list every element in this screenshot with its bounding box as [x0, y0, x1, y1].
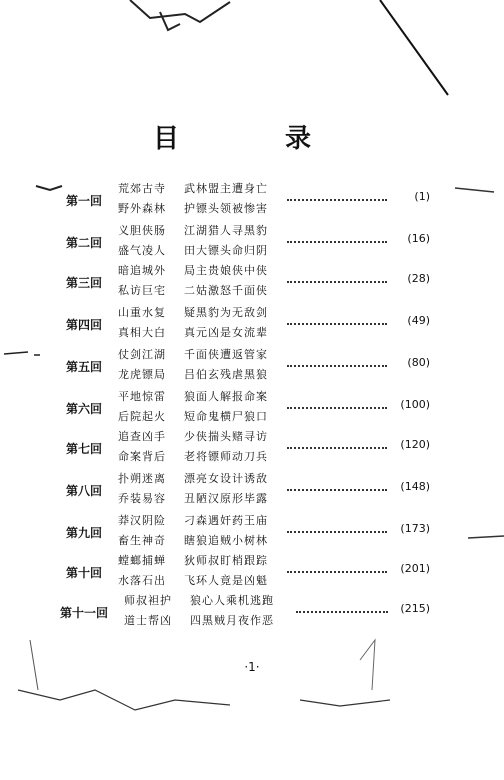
title-part-b: 老将镖师动刀兵 [184, 450, 268, 463]
toc-entry [0, 592, 504, 632]
title-part-a: 螳螂捕蝉 [118, 554, 166, 567]
chapter-label: 第十回 [66, 566, 103, 580]
chapter-title-line-1 [118, 346, 268, 362]
chapter-title-line-2 [118, 200, 268, 216]
toc-entry [0, 388, 504, 428]
title-part-a: 私访巨宅 [118, 284, 166, 297]
chapter-title-line-2 [118, 366, 268, 382]
dot-leader [296, 605, 388, 613]
page-ref: (215) [400, 602, 430, 615]
chapter-title-line-1 [118, 304, 268, 320]
title-part-a: 平地惊雷 [118, 390, 166, 403]
dot-leader [287, 401, 387, 409]
chapter-label: 第四回 [66, 318, 103, 332]
title-part-b: 江湖猎人寻黑豹 [184, 224, 268, 237]
title-part-b: 狄师叔盯梢跟踪 [184, 554, 268, 567]
title-part-b: 田大镖头命归阴 [184, 244, 268, 257]
title-part-b: 狼面人解报命案 [184, 390, 268, 403]
title-part-a: 道士帮凶 [124, 614, 172, 627]
dot-leader [287, 359, 387, 367]
title-part-b: 漂亮女设计诱敌 [184, 472, 268, 485]
page-title: 目 录 [152, 124, 351, 154]
title-part-b: 瞎狼追贼小树林 [184, 534, 268, 547]
chapter-title-line-1 [118, 388, 268, 404]
dot-leader [287, 483, 387, 491]
toc-entry [0, 304, 504, 344]
dot-leader [287, 275, 387, 283]
title-part-a: 扑朔迷离 [118, 472, 166, 485]
dot-leader [287, 525, 387, 533]
page-ref: (148) [400, 480, 430, 493]
page-ref: (80) [407, 356, 430, 369]
title-part-b: 局主贵娘侠中侠 [184, 264, 268, 277]
chapter-label: 第十一回 [60, 606, 109, 620]
chapter-title-line-2 [118, 242, 268, 258]
title-part-a: 荒郊古寺 [118, 182, 166, 195]
title-part-b: 护镖头领被惨害 [184, 202, 268, 215]
chapter-title-line-2 [118, 532, 268, 548]
chapter-label: 第七回 [66, 442, 103, 456]
toc-entry [0, 470, 504, 510]
chapter-label: 第三回 [66, 276, 103, 290]
page-ref: (201) [400, 562, 430, 575]
title-part-a: 追查凶手 [118, 430, 166, 443]
title-part-a: 盛气凌人 [118, 244, 166, 257]
page-ref: (16) [407, 232, 430, 245]
page-ref: (1) [414, 190, 430, 203]
chapter-title-line-2 [124, 612, 274, 628]
chapter-title-line-2 [118, 490, 268, 506]
chapter-label: 第二回 [66, 236, 103, 250]
toc-entry [0, 512, 504, 552]
chapter-label: 第一回 [66, 194, 103, 208]
title-part-b: 刁森遇奸药王庙 [184, 514, 268, 527]
chapter-title-line-2 [118, 408, 268, 424]
title-part-a: 畜生神奇 [118, 534, 166, 547]
page-ref: (100) [400, 398, 430, 411]
dot-leader [287, 317, 387, 325]
title-part-a: 真相大白 [118, 326, 166, 339]
toc-entry [0, 346, 504, 386]
dot-leader [287, 235, 387, 243]
chapter-title-line-1 [118, 262, 268, 278]
title-part-a: 乔装易容 [118, 492, 166, 505]
toc-entry [0, 222, 504, 262]
title-part-b: 飞环人竟是凶魁 [184, 574, 268, 587]
title-part-b: 四黑贼月夜作恶 [190, 614, 274, 627]
chapter-title-line-2 [118, 324, 268, 340]
title-part-b: 疑黑豹为无敌剑 [184, 306, 268, 319]
title-part-a: 野外森林 [118, 202, 166, 215]
title-part-b: 丑陋汉原形毕露 [184, 492, 268, 505]
chapter-title-line-1 [118, 222, 268, 238]
chapter-title-line-1 [118, 470, 268, 486]
dot-leader [287, 193, 387, 201]
toc-entry [0, 552, 504, 592]
title-part-a: 莽汉阴险 [118, 514, 166, 527]
title-part-a: 山重水复 [118, 306, 166, 319]
dot-leader [287, 565, 387, 573]
page-ref: (49) [407, 314, 430, 327]
toc-entry [0, 180, 504, 220]
title-part-b: 真元凶是女流辈 [184, 326, 268, 339]
title-part-b: 狼心人乘机逃跑 [190, 594, 274, 607]
toc-entry [0, 428, 504, 468]
chapter-label: 第五回 [66, 360, 103, 374]
chapter-title-line-1 [124, 592, 274, 608]
chapter-label: 第九回 [66, 526, 103, 540]
page-number: ·1· [244, 660, 260, 674]
title-part-b: 少侠揣头赌寻访 [184, 430, 268, 443]
page-ref: (28) [407, 272, 430, 285]
title-part-b: 千面侠遭返管家 [184, 348, 268, 361]
title-part-a: 命案背后 [118, 450, 166, 463]
title-part-b: 二姑激怒千面侠 [184, 284, 268, 297]
title-part-b: 短命鬼横尸狼口 [184, 410, 268, 423]
chapter-title-line-1 [118, 512, 268, 528]
page-ref: (173) [400, 522, 430, 535]
title-part-a: 后院起火 [118, 410, 166, 423]
chapter-label: 第八回 [66, 484, 103, 498]
title-part-b: 武林盟主遭身亡 [184, 182, 268, 195]
chapter-title-line-1 [118, 552, 268, 568]
title-part-a: 暗追城外 [118, 264, 166, 277]
title-part-b: 吕伯玄残虐黑狼 [184, 368, 268, 381]
chapter-title-line-2 [118, 572, 268, 588]
title-part-a: 义胆侠肠 [118, 224, 166, 237]
chapter-title-line-2 [118, 282, 268, 298]
title-part-a: 师叔袒护 [124, 594, 172, 607]
chapter-title-line-1 [118, 428, 268, 444]
title-part-a: 水落石出 [118, 574, 166, 587]
dot-leader [287, 441, 387, 449]
page-ref: (120) [400, 438, 430, 451]
chapter-title-line-1 [118, 180, 268, 196]
chapter-label: 第六回 [66, 402, 103, 416]
title-part-a: 龙虎镖局 [118, 368, 166, 381]
chapter-title-line-2 [118, 448, 268, 464]
toc-entry [0, 262, 504, 302]
title-part-a: 仗剑江湖 [118, 348, 166, 361]
